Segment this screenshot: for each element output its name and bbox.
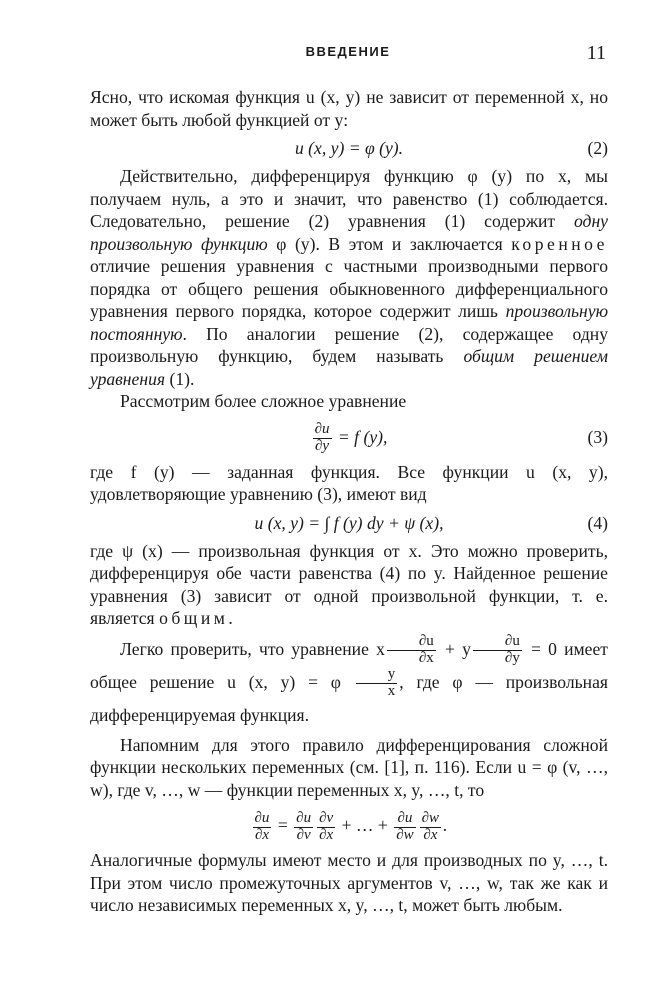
page-body <box>90 86 608 917</box>
eq3-fraction-den: ∂y <box>315 437 330 454</box>
eq5-end: . <box>443 815 448 836</box>
paragraph-7: Напомним для этого правило дифференцирования сложной функции нескольких переменных (см. [1], п. 116). Если u = φ (v, …, w), где v, …, w — функции переменных x, y, …, t, то <box>90 734 608 800</box>
equation-5 <box>90 801 608 849</box>
equation-2-body: u (x, y) = φ (y). <box>294 138 404 158</box>
eq5-fraction-d-num: ∂u <box>394 811 415 828</box>
p6-text-4: , где φ — произвольная дифференцируемая функция. <box>90 671 608 725</box>
eq5-fraction-a-num: ∂u <box>254 810 270 827</box>
equation-4-body: u (x, y) = ∫ f (y) dy + ψ (x), <box>254 512 444 533</box>
eq5-middle: + … + <box>337 815 393 836</box>
p2-text-4: . По аналогии решение (2), содержащее одну произвольную функцию, будем называть <box>90 323 608 366</box>
eq5-fraction-c-num: ∂v <box>319 810 334 827</box>
p6-fraction-2 <box>473 634 522 667</box>
p6-fraction-3-num: y <box>356 667 398 684</box>
eq5-fraction-e <box>420 811 441 844</box>
equation-4-number: (4) <box>587 512 608 533</box>
p2-text-3: отличие решения уравнения с частными производными первого порядка от общего решения обыкновенного дифференциального уравнения первого порядка, которое содержит лишь <box>90 256 608 321</box>
eq5-fraction-c-den: ∂x <box>319 826 334 843</box>
paragraph-6 <box>90 634 608 730</box>
p6-fraction-2-num: ∂u <box>473 634 522 651</box>
p2-text-5: (1). <box>165 368 195 389</box>
eq5-fraction-a <box>253 811 272 844</box>
paragraph-8: Аналогичные формулы имеют место и для производных по y, …, t. При этом число промежуточных аргументов v, …, w, так же как и число независимых переменных x, y, …, t, может быть любым. <box>90 850 608 916</box>
equation-4 <box>90 506 608 540</box>
p6-fraction-1-den: ∂x <box>418 649 434 666</box>
page-number: 11 <box>586 42 606 64</box>
equation-2 <box>90 131 608 165</box>
equation-3 <box>90 413 608 461</box>
eq5-fraction-a-den: ∂x <box>254 826 270 843</box>
p2-text-2: φ (y). В этом и заключается <box>267 233 512 254</box>
p6-fraction-1-num: ∂u <box>387 634 436 651</box>
p6-text-1: Легко проверить, что уравнение x <box>120 638 385 659</box>
p2-emphasis-2: произвольную постоянную <box>90 301 608 344</box>
p6-fraction-3-den: x <box>387 683 396 700</box>
eq5-fraction-d <box>394 811 415 844</box>
paragraph-5 <box>90 540 608 630</box>
eq5-fraction-c <box>317 811 335 844</box>
eq5-fraction-b <box>294 811 313 844</box>
p5-spaced-1: общим <box>159 608 229 628</box>
page-header <box>90 42 606 66</box>
equation-3-number: (3) <box>587 426 608 447</box>
running-head: ВВЕДЕНИЕ <box>305 44 391 59</box>
eq5-fraction-b-num: ∂u <box>296 810 312 827</box>
paragraph-4: где f (y) — заданная функция. Все функции u (x, y), удовлетворяющие уравнению (3), имеют вид <box>90 461 608 504</box>
p2-spaced-1: коренное <box>511 233 608 254</box>
eq3-rest: = f (y), <box>333 426 388 447</box>
p2-emphasis-1: одну произвольную функцию <box>90 211 608 254</box>
eq5-fraction-d-den: ∂w <box>396 826 414 843</box>
p6-fraction-3 <box>356 667 398 700</box>
p6-text-2: + y <box>437 638 471 659</box>
p2-text-1: Действительно, дифференцируя функцию φ (y) по x, мы получаем нуль, а это и значит, что равенство (1) соблюдается. Следовательно, решение (2) уравнения (1) содержит <box>90 166 608 231</box>
paragraph-1: Ясно, что искомая функция u (x, y) не зависит от переменной x, но может быть любой функцией от y: <box>90 87 608 130</box>
eq3-fraction <box>313 422 332 455</box>
p6-text-3: = 0 имеет общее решение u (x, y) = φ <box>90 638 608 692</box>
eq3-fraction-num: ∂u <box>314 421 330 438</box>
p6-fraction-1 <box>387 634 436 667</box>
eq5-fraction-b-den: ∂v <box>296 826 311 843</box>
p5-text-1: где ψ (x) — произвольная функция от x. Это можно проверить, дифференцируя обе части равенства (4) по y. Найденное решение уравнения (3) зависит от одной произвольной функции, т. е. является <box>90 540 608 628</box>
eq5-fraction-e-num: ∂w <box>421 810 440 827</box>
p2-emphasis-3: общим решением уравнения <box>90 346 608 389</box>
p5-text-2: . <box>228 608 233 628</box>
paragraph-2 <box>90 165 608 390</box>
p6-fraction-2-den: ∂y <box>504 649 520 666</box>
eq5-fraction-e-den: ∂x <box>423 826 438 843</box>
paragraph-3: Рассмотрим более сложное уравнение <box>120 391 407 411</box>
equation-2-number: (2) <box>587 138 608 158</box>
eq5-equals: = <box>273 815 293 836</box>
